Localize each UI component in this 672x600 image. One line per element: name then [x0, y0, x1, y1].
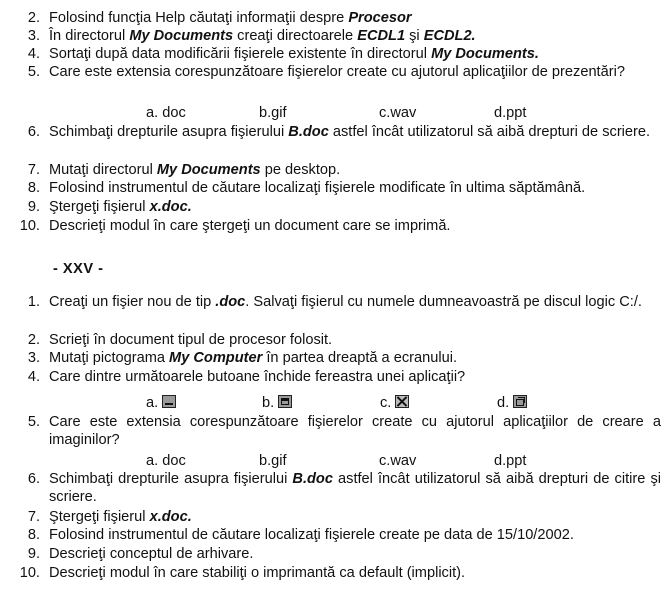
item-text: Care dintre următoarele butoane închide fereastra unei aplicaţii?: [49, 369, 466, 385]
item-text: Descrieţi conceptul de arhivare.: [49, 546, 254, 562]
item-number: 8.: [27, 527, 40, 543]
item-text: . Salvaţi fişierul cu numele dumneavoastră pe discul logic C:/.: [245, 294, 642, 310]
item-text: Descrieţi modul în care ştergeţi un document care se imprimă.: [49, 218, 451, 234]
item-text: Ştergeţi fişierul: [49, 199, 150, 215]
answer-options: [0, 453, 672, 471]
item-number: 6.: [27, 124, 40, 140]
item-number: 2.: [27, 10, 40, 26]
item-text: creaţi directoarele: [233, 28, 358, 44]
item-emphasis: x.doc.: [149, 509, 192, 525]
option-d: d.: [497, 395, 527, 413]
item-number: 1.: [27, 294, 40, 310]
item-number: 5.: [27, 414, 40, 430]
item-text: Ştergeţi fişierul: [49, 509, 150, 525]
answer-options: [0, 105, 672, 123]
item-text: Care este extensia corespunzătoare fişierelor create cu ajutorul aplicaţiilor de creare a imaginilor?: [49, 414, 661, 448]
option-a: a. doc: [146, 105, 186, 121]
item-text: Scrieţi în document tipul de procesor folosit.: [49, 332, 333, 348]
item-text: Mutaţi pictograma: [49, 350, 170, 366]
answer-options-buttons: [0, 395, 672, 413]
option-c: c.wav: [379, 453, 417, 469]
option-b: b.: [262, 395, 292, 413]
item-emphasis: Procesor: [348, 10, 412, 26]
option-c: c.wav: [379, 105, 417, 121]
item-text: astfel încât utilizatorul să aibă drepturi de citire şi scriere.: [49, 471, 661, 505]
item-text: În directorul: [49, 28, 130, 44]
item-number: 3.: [27, 28, 40, 44]
item-number: 3.: [27, 350, 40, 366]
option-d: d.ppt: [494, 105, 527, 121]
item-number: 4.: [27, 46, 40, 62]
item-text: Creaţi un fişier nou de tip: [49, 294, 216, 310]
item-emphasis: My Documents.: [431, 46, 539, 62]
option-d: d.ppt: [494, 453, 527, 469]
item-number: 4.: [27, 369, 40, 385]
item-text: astfel încât utilizatorul să aibă drepturi de scriere.: [328, 124, 651, 140]
item-number: 6.: [27, 471, 40, 487]
item-emphasis: My Documents: [129, 28, 234, 44]
item-text: Schimbaţi drepturile asupra fişierului: [49, 471, 293, 487]
item-emphasis: My Computer: [169, 350, 263, 366]
item-emphasis: My Documents: [156, 162, 261, 178]
item-text: Care este extensia corespunzătoare fişierelor create cu ajutorul aplicaţiilor de prezentări?: [49, 64, 625, 80]
item-emphasis: .doc: [215, 294, 246, 310]
item-number: 10.: [19, 218, 40, 234]
item-emphasis: B.doc: [288, 124, 329, 140]
option-a: a.: [146, 395, 176, 413]
item-number: 9.: [27, 199, 40, 215]
item-number: 7.: [27, 162, 40, 178]
item-text: Folosind funcţia Help căutaţi informaţii despre: [49, 10, 349, 26]
restore-button-icon: [513, 395, 527, 408]
item-number: 8.: [27, 180, 40, 196]
item-number: 2.: [27, 332, 40, 348]
maximize-button-icon: [278, 395, 292, 408]
option-b: b.gif: [259, 105, 287, 121]
item-text: Schimbaţi drepturile asupra fişierului: [49, 124, 289, 140]
item-text: Descrieţi modul în care stabiliţi o imprimantă ca default (implicit).: [49, 565, 466, 581]
item-number: 10.: [19, 565, 40, 581]
item-emphasis: B.doc: [292, 471, 333, 487]
item-text: Sortaţi după data modificării fişierele existente în directorul: [49, 46, 432, 62]
close-button-icon: [395, 395, 409, 408]
item-text: Folosind instrumentul de căutare localizaţi fişierele create pe data de 15/10/2002.: [49, 527, 574, 543]
item-emphasis: ECDL1: [357, 28, 406, 44]
option-b: b.gif: [259, 453, 287, 469]
item-emphasis: x.doc.: [149, 199, 192, 215]
item-emphasis: ECDL2.: [423, 28, 476, 44]
section-heading: - XXV -: [53, 261, 104, 277]
item-number: 5.: [27, 64, 40, 80]
option-a: a. doc: [146, 453, 186, 469]
minimize-button-icon: [162, 395, 176, 408]
item-text: în partea dreaptă a ecranului.: [262, 350, 458, 366]
item-number: 9.: [27, 546, 40, 562]
item-text: pe desktop.: [260, 162, 341, 178]
item-text: Folosind instrumentul de căutare localizaţi fişierele modificate în ultima săptămână.: [49, 180, 586, 196]
option-c: c.: [380, 395, 409, 413]
item-text: Mutaţi directorul: [49, 162, 157, 178]
item-text: şi: [405, 28, 424, 44]
item-number: 7.: [27, 509, 40, 525]
